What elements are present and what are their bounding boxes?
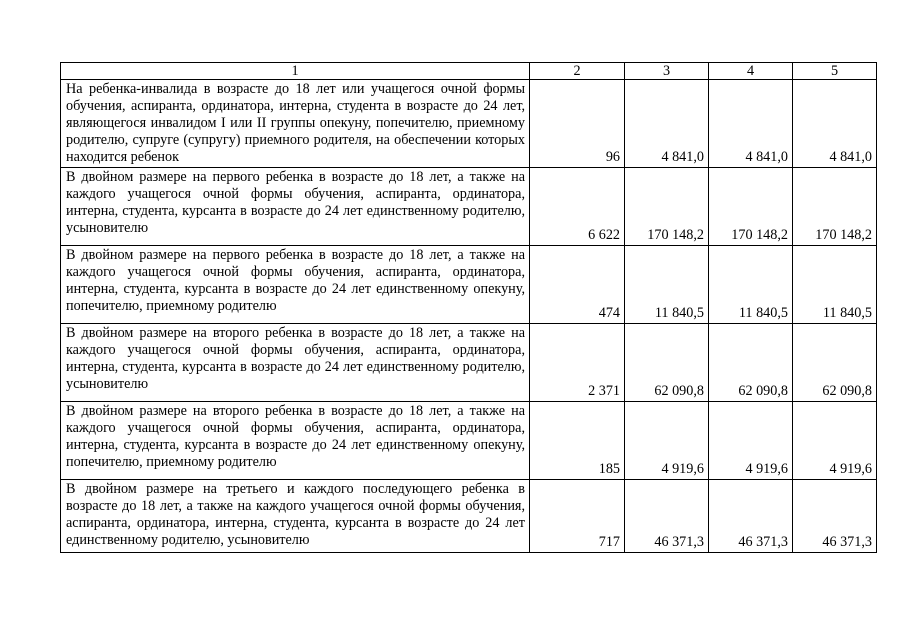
column-number-3: 3 — [625, 63, 709, 80]
table-row — [61, 246, 877, 324]
row-value-col2: 474 — [530, 246, 625, 324]
table-row — [61, 80, 877, 168]
column-number-4: 4 — [709, 63, 793, 80]
row-value-col4: 170 148,2 — [709, 168, 793, 246]
row-description: В двойном размере на третьего и каждого последующего ребенка в возрасте до 18 лет, а также на каждого учащегося очной формы обучения, аспиранта, ординатора, интерна, студента, курсанта в возрасте до 24 лет единственному родителю, усыновителю — [61, 480, 530, 553]
row-value-col2: 6 622 — [530, 168, 625, 246]
row-value-col4: 11 840,5 — [709, 246, 793, 324]
table-row — [61, 480, 877, 553]
row-value-col5: 4 841,0 — [793, 80, 877, 168]
row-value-col4: 46 371,3 — [709, 480, 793, 553]
row-value-col5: 62 090,8 — [793, 324, 877, 402]
column-number-2: 2 — [530, 63, 625, 80]
allowance-table — [60, 62, 877, 553]
row-description: В двойном размере на второго ребенка в возрасте до 18 лет, а также на каждого учащегося очной формы обучения, аспиранта, ординатора, интерна, студента, курсанта в возрасте до 24 лет единственному родителю, усыновителю — [61, 324, 530, 402]
table-row — [61, 168, 877, 246]
row-value-col4: 4 919,6 — [709, 402, 793, 480]
row-value-col3: 62 090,8 — [625, 324, 709, 402]
row-value-col5: 4 919,6 — [793, 402, 877, 480]
document-page — [60, 62, 876, 553]
table-row — [61, 324, 877, 402]
column-number-1: 1 — [61, 63, 530, 80]
row-value-col5: 170 148,2 — [793, 168, 877, 246]
row-value-col5: 46 371,3 — [793, 480, 877, 553]
row-value-col2: 717 — [530, 480, 625, 553]
row-description: В двойном размере на первого ребенка в возрасте до 18 лет, а также на каждого учащегося очной формы обучения, аспиранта, ординатора, интерна, студента, курсанта в возрасте до 24 лет единственному родителю, усыновителю — [61, 168, 530, 246]
row-value-col3: 11 840,5 — [625, 246, 709, 324]
row-value-col5: 11 840,5 — [793, 246, 877, 324]
row-value-col3: 46 371,3 — [625, 480, 709, 553]
row-description: В двойном размере на второго ребенка в возрасте до 18 лет, а также на каждого учащегося очной формы обучения, аспиранта, ординатора, интерна, студента, курсанта в возрасте до 24 лет единственному опекуну, попечителю, приемному родителю — [61, 402, 530, 480]
row-value-col3: 4 919,6 — [625, 402, 709, 480]
row-value-col3: 170 148,2 — [625, 168, 709, 246]
column-number-5: 5 — [793, 63, 877, 80]
row-value-col4: 62 090,8 — [709, 324, 793, 402]
row-description: В двойном размере на первого ребенка в возрасте до 18 лет, а также на каждого учащегося очной формы обучения, аспиранта, ординатора, интерна, студента, курсанта в возрасте до 24 лет единственному опекуну, попечителю, приемному родителю — [61, 246, 530, 324]
row-value-col2: 96 — [530, 80, 625, 168]
row-value-col3: 4 841,0 — [625, 80, 709, 168]
row-value-col2: 185 — [530, 402, 625, 480]
row-description: На ребенка-инвалида в возрасте до 18 лет или учащегося очной формы обучения, аспиранта, ординатора, интерна, студента в возрасте до 24 лет, являющегося инвалидом I или II группы опекуну, попечителю, приемному родителю, супруге (супругу) приемного родителя, на обеспечении которых находится ребенок — [61, 80, 530, 168]
table-header-row — [61, 63, 877, 80]
row-value-col2: 2 371 — [530, 324, 625, 402]
row-value-col4: 4 841,0 — [709, 80, 793, 168]
table-row — [61, 402, 877, 480]
